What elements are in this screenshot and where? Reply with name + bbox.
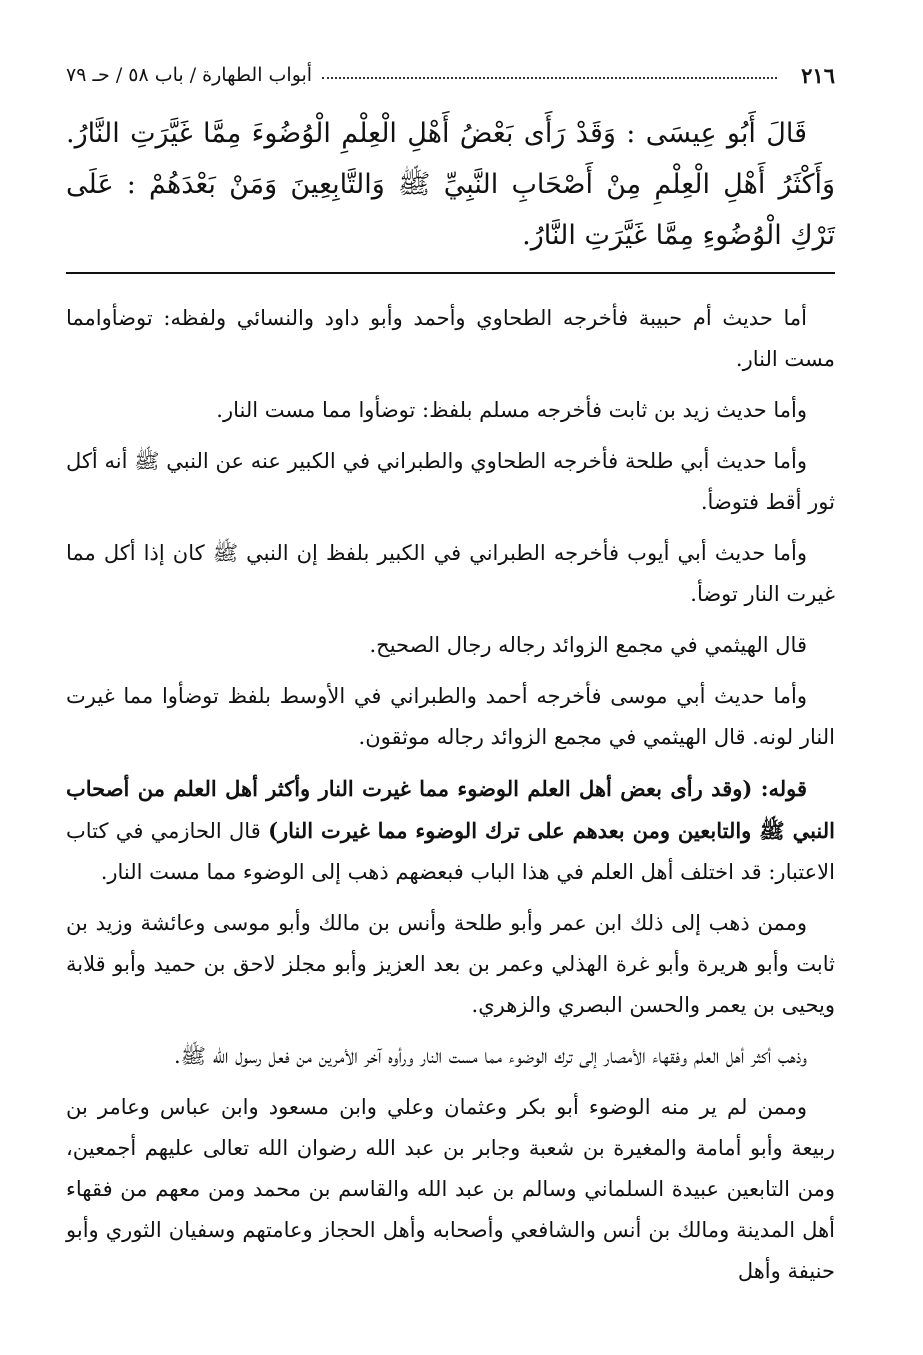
hadith-text	[66, 108, 835, 261]
commentary-paragraph-5: قال الهيثمي في مجمع الزوائد رجاله رجال الصحيح.	[369, 633, 807, 657]
commentary-paragraph-8: وممن ذهب إلى ذلك ابن عمر وأبو طلحة وأنس بن مالك وأبو موسى وعائشة وزيد بن ثابت وأبو هريرة وأبو غرة الهذلي وعمر بن بعد العزيز وأبو مجلز لاحق بن حميد وأبو قلابة ويحيى بن يعمر والحسن البصري والزهري.	[66, 911, 835, 1017]
commentary-section	[66, 298, 835, 1302]
header-dotted-leader	[322, 77, 777, 79]
matn-paragraph: قَالَ أَبُو عِيسَى : وَقَدْ رَأَى بَعْضُ أَهْلِ الْعِلْمِ الْوُضُوءَ مِمَّا غَيَّرَتِ النَّارُ. وَأَكْثَرُ أَهْلِ الْعِلْمِ مِنْ أَصْحَابِ النَّبِيِّ ﷺ وَالتَّابِعِينَ وَمَنْ بَعْدَهُمْ : عَلَى تَرْكِ الْوُضُوءِ مِمَّا غَيَّرَتِ النَّارُ.	[66, 118, 835, 251]
commentary-paragraph-6: وأما حديث أبي موسى فأخرجه أحمد والطبراني في الأوسط بلفظ توضأوا مما غيرت النار لونه. قال الهيثمي في مجمع الزوائد رجاله موثقون.	[66, 684, 835, 749]
running-header	[66, 58, 835, 92]
commentary-paragraph-3: وأما حديث أبي طلحة فأخرجه الطحاوي والطبراني في الكبير عنه عن النبي ﷺ أنه أكل ثور أقط فتوضأ.	[66, 449, 835, 514]
commentary-paragraph-10: وممن لم ير منه الوضوء أبو بكر وعثمان وعلي وابن مسعود وابن عباس وعامر بن ربيعة وأبو أمامة والمغيرة بن شعبة وجابر بن عبد الله رضوان الله تعالى عليهم أجمعين، ومن التابعين عبيدة السلماني وسالم بن عبد الله والقاسم بن محمد ومن معهم من فقهاء أهل المدينة ومالك بن أنس والشافعي وأصحابه وأهل الحجاز وعامتهم وسفيان الثوري وأبو حنيفة وأهل	[66, 1095, 835, 1283]
commentary-paragraph-2: وأما حديث زيد بن ثابت فأخرجه مسلم بلفظ: توضأوا مما مست النار.	[216, 398, 807, 422]
page-number: ٢١٦	[801, 62, 835, 88]
commentary-paragraph-9: وذهب أكثر أهل العلم وفقهاء الأمصار إلى ترك الوضوء مما مست النار ورأوه آخر الأمرين من فعل رسول الله ﷺ.	[173, 1044, 807, 1068]
commentary-paragraph-1: أما حديث أم حبيبة فأخرجه الطحاوي وأحمد وأبو داود والنسائي ولفظه: توضأوامما مست النار.	[66, 306, 835, 371]
commentary-text: قال الحازمي في كتاب الاعتبار: قد اختلف أهل العلم في هذا الباب فبعضهم ذهب إلى الوضوء مما مست النار.	[66, 819, 835, 884]
quoted-matn: قوله: (وقد رأى بعض أهل العلم الوضوء مما غيرت النار وأكثر أهل العلم من أصحاب النبي ﷺ والتابعين ومن بعدهم على ترك الوضوء مما غيرت النار)	[66, 776, 835, 843]
separator-rule	[66, 272, 835, 274]
chapter-reference: أبواب الطهارة / باب ٥٨ / حـ ٧٩	[66, 64, 313, 86]
commentary-paragraph-4: وأما حديث أبي أيوب فأخرجه الطبراني في الكبير بلفظ إن النبي ﷺ كان إذا أكل مما غيرت النار توضأ.	[66, 541, 835, 606]
commentary-paragraph-7	[66, 768, 835, 893]
